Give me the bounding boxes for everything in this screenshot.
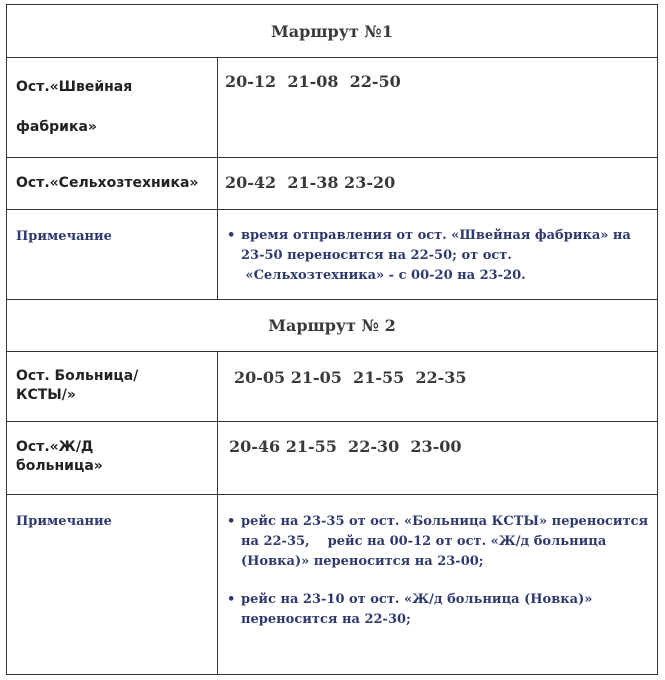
stop-label: Ост.«Швейная фабрика» — [16, 79, 133, 135]
departure-times: 20-12 21-08 22-50 — [225, 72, 401, 91]
times-cell — [218, 422, 658, 495]
stop-cell — [7, 352, 218, 422]
departure-times: 20-42 21-38 23-20 — [225, 173, 396, 192]
departure-times: 20-46 21-55 22-30 23-00 — [229, 437, 462, 456]
stop-label: Ост.«Сельхозтехника» — [16, 175, 199, 191]
bullet-icon: • — [227, 592, 236, 607]
note-text: рейс на 23-35 от ост. «Больница КСТЫ» переносится на 22-35, рейс на 00-12 от ост. «Ж/д больница (Новка)» переносится на 23-00; — [241, 514, 649, 569]
stop-cell — [7, 58, 218, 158]
note-label: Примечание — [7, 495, 218, 675]
times-cell — [218, 352, 658, 422]
list-item — [218, 226, 657, 286]
route2-title-row — [7, 300, 658, 352]
stop-label: Ост.«Ж/Д больница» — [16, 439, 103, 474]
list-item — [218, 590, 657, 630]
table-row — [7, 58, 658, 158]
table-row — [7, 495, 658, 675]
bullet-icon: • — [227, 514, 236, 529]
list-item — [218, 512, 657, 572]
schedule-table — [6, 4, 658, 675]
table-row — [7, 422, 658, 495]
route2-title: Маршрут № 2 — [7, 300, 658, 352]
stop-cell — [7, 158, 218, 210]
departure-times: 20-05 21-05 21-55 22-35 — [234, 368, 467, 387]
note-cell — [218, 495, 658, 675]
table-row — [7, 210, 658, 300]
note-text: время отправления от ост. «Швейная фабрика» на 23-50 переносится на 22-50; от ост. «Сельхозтехника» - с 00-20 на 23-20. — [241, 228, 631, 283]
route1-title-row — [7, 5, 658, 58]
note-cell — [218, 210, 658, 300]
note-list — [218, 226, 657, 286]
table-row — [7, 158, 658, 210]
bullet-icon: • — [227, 228, 236, 243]
table-row — [7, 352, 658, 422]
route1-title: Маршрут №1 — [7, 5, 658, 58]
times-cell — [218, 58, 658, 158]
note-label: Примечание — [7, 210, 218, 300]
note-text: рейс на 23-10 от ост. «Ж/д больница (Новка)» переносится на 22-30; — [241, 592, 593, 627]
stop-label: Ост. Больница/ КСТЫ/» — [16, 368, 139, 403]
stop-cell — [7, 422, 218, 495]
times-cell — [218, 158, 658, 210]
note-list — [218, 512, 657, 630]
